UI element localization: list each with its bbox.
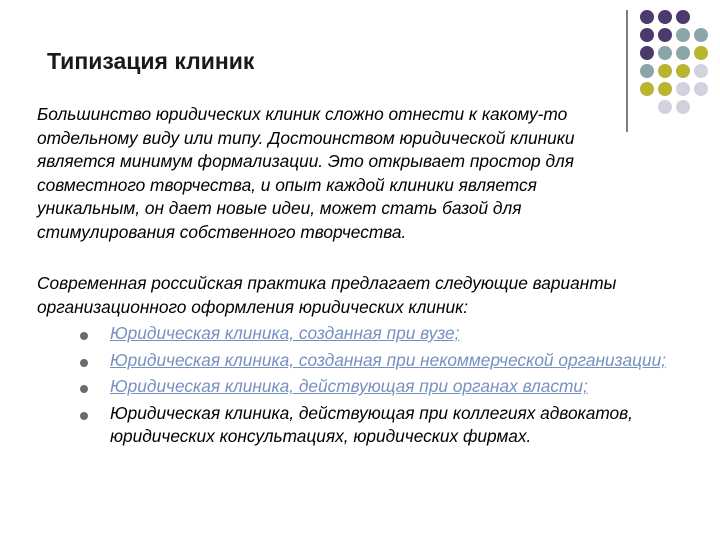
bullet-icon — [80, 385, 88, 393]
variants-paragraph: Современная российская практика предлагает следующие варианты организационного оформления юридических клиник: — [37, 273, 617, 317]
clinic-type-link[interactable]: Юридическая клиника, созданная при вузе; — [110, 323, 460, 343]
dot-light — [694, 64, 708, 78]
dot-purple — [640, 46, 654, 60]
dot-teal — [658, 46, 672, 60]
dot-olive — [658, 82, 672, 96]
clinic-types-list — [80, 322, 680, 452]
list-item[interactable] — [80, 349, 680, 373]
dot-purple — [640, 28, 654, 42]
dot-olive — [640, 82, 654, 96]
list-item[interactable] — [80, 322, 680, 346]
dot-light — [694, 82, 708, 96]
dot-olive — [676, 64, 690, 78]
dot-olive — [694, 46, 708, 60]
dot-light — [676, 82, 690, 96]
bullet-icon — [80, 412, 88, 420]
dot-olive — [658, 64, 672, 78]
intro-paragraph: Большинство юридических клиник сложно отнести к какому-то отдельному виду или типу. Достоинством юридической клиники является минимум формализации. Это открывает простор для совместного творчества, и опыт каждой клиники является уникальным, он дает новые идеи, может стать базой для стимулирования собственного творчества. — [37, 104, 575, 242]
dot-purple — [676, 10, 690, 24]
dot-light — [676, 100, 690, 114]
decorative-dot-grid — [640, 10, 720, 122]
clinic-type-link[interactable]: Юридическая клиника, действующая при органах власти; — [110, 376, 588, 397]
list-item[interactable] — [80, 375, 680, 399]
dot-purple — [658, 10, 672, 24]
list-item — [80, 402, 680, 449]
dot-purple — [640, 10, 654, 24]
slide-title: Типизация клиник — [47, 48, 255, 74]
dot-purple — [658, 28, 672, 42]
clinic-type-link[interactable]: Юридическая клиника, созданная при некоммерческой организации; — [110, 349, 666, 370]
dot-teal — [694, 28, 708, 42]
dot-teal — [676, 46, 690, 60]
dot-teal — [676, 28, 690, 42]
dot-light — [658, 100, 672, 114]
clinic-type-text: Юридическая клиника, действующая при коллегиях адвокатов, юридических консультациях, юридических фирмах. — [110, 402, 633, 447]
bullet-icon — [80, 359, 88, 367]
bullet-icon — [80, 332, 88, 340]
dot-teal — [640, 64, 654, 78]
